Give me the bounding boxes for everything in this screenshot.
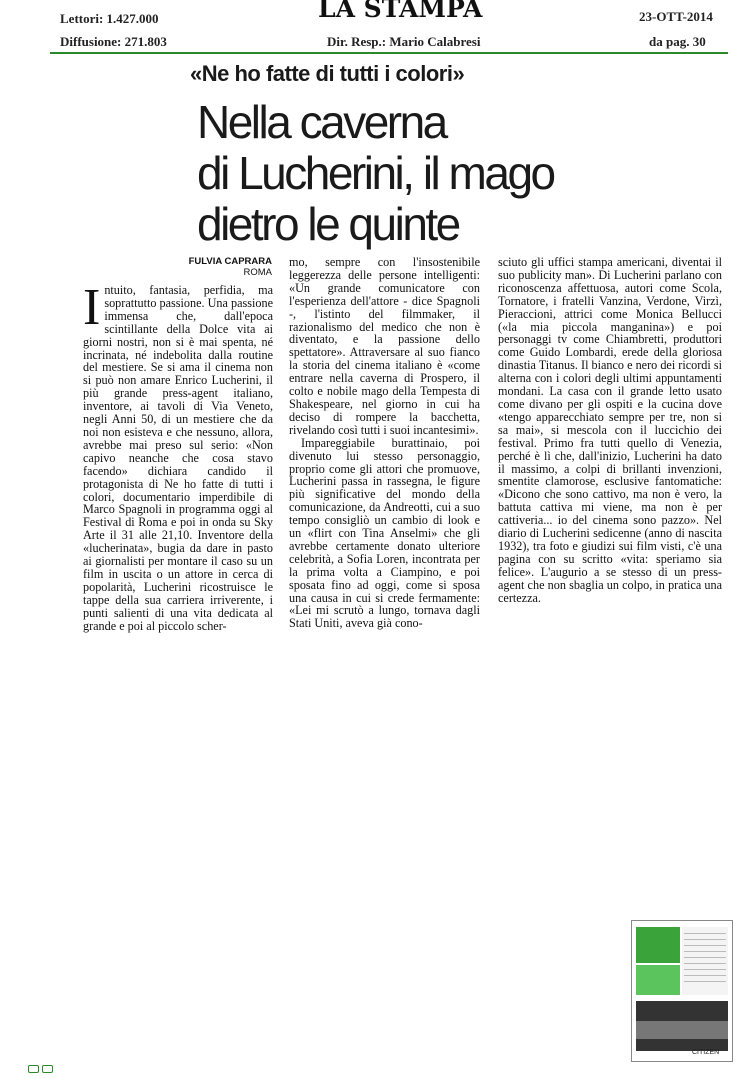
thumbnail-photo [636,965,680,995]
headline-line: Nella caverna [197,96,446,148]
article-column-2 [289,256,480,630]
thumbnail-line [684,939,726,940]
header-rule [50,52,728,54]
page-thumbnail[interactable] [631,920,733,1062]
thumbnail-line [684,957,726,958]
thumbnail-brand: CITIZEN [692,1049,720,1056]
thumbnail-line [684,933,726,934]
page-reference: da pag. 30 [649,34,706,49]
paragraph: mo, sempre con l'insostenibile leggerezza delle persone intelligenti: «Un grande comunicatore con l'esperienza dell'attore - dice Spagnoli -, l'istinto del filmmaker, il razionalismo del medico che non è diventato, e la passione dello spettatore». Attraversare al suo fianco la storia del cinema italiano è «come entrare nella caverna di Prospero, il colto e nobile mago della Tempesta di Shakespeare, nel giorno in cui ha deciso di rompere la bacchetta, rivelando così tutti i suoi incantesimi». [289,255,480,437]
thumbnail-text-block [682,927,728,995]
director-line: Dir. Resp.: Mario Calabresi [327,34,481,49]
dateline-location: ROMA [243,267,272,278]
issue-date: 23-OTT-2014 [639,9,713,24]
thumbnail-advert-band [636,1021,728,1039]
thumbnail-line [684,975,726,976]
page-icon [28,1065,39,1073]
article-kicker: «Ne ho fatte di tutti i colori» [190,61,465,86]
paragraph: Impareggiabile burattinaio, poi divenuto lui stesso personaggio, proprio come gli attori che promuove, Lucherini passa in rassegna, le figure più significative del mondo della comunicazione, da Andreotti, cui a suo tempo consigliò un cambio di look e un «flirt con Tina Anselmi» che gli avrebbe certamente donato ulteriore celebrità, a Sofia Loren, incontrata per la prima volta a Ciampino, e poi sposata fino ad oggi, come si sposa una causa in cui si crede fermamente: «Lei mi scrutò a lungo, tornava dagli Stati Uniti, aveva già cono- [289,435,480,631]
thumbnail-photo [636,927,680,963]
author-name: FULVIA CAPRARA [188,256,272,267]
thumbnail-line [684,981,726,982]
bottom-icons [28,1060,56,1078]
headline-line: di Lucherini, il mago [197,147,554,199]
thumbnail-line [684,963,726,964]
paragraph: sciuto gli uffici stampa americani, diventai il suo publicity man». Di Lucherini parlano con riconoscenza affettuosa, autori come Scola, Tornatore, i fratelli Vanzina, Verdone, Virzì, Pieraccioni, attrici come Monica Bellucci («la mia piccola manganina») e poi personaggi tv come Chiambretti, produttori come Guido Lombardi, erede della gloriosa dinastia Titanus. Il bianco e nero dei ricordi si alterna con i colori degli ultimi appuntamenti mondani. La casa con il grande letto usato come divano per gli ospiti e la cucina dove «tengo apparecchiato sempre per tre, non si sa mai», si mescola con il luccichio dei festival. Primo fra tutti quello di Venezia, perché è lì che, dall'inizio, Lucherini ha dato il massimo, a colpi di brillanti invenzioni, smentite clamorose, esclusive fantomatiche: «Dicono che sono cattivo, ma non è vero, la battuta cattiva mi viene, ma non è per cattiveria... io del cinema sono pazzo». Nel diario di Lucherini sedicenne (anno di nascita 1932), tra foto e giudizi sui film visti, c'è una pagina con su scritto «vita: speriamo sia felice». L'augurio a se stesso di un press-agent che non sbaglia un colpo, in pratica una certezza. [498,255,722,605]
thumbnail-line [684,951,726,952]
headline-line: dietro le quinte [197,198,459,250]
masthead: LA STAMPA [318,0,483,23]
drop-cap: I [83,279,101,336]
paragraph: ntuito, fantasia, perfidia, ma soprattutto passione. Una passione immensa che, dall'epoca scintillante della Dolce vita ai giorni nostri, non si è mai spenta, né incrinata, né indebolita dalla routine del mestiere. Se si ama il cinema non si può non amare Enrico Lucherini, il più grande press-agent italiano, inventore, ai tavoli di Via Veneto, negli Anni 50, di un mestiere che da noi non esisteva e che nessuno, allora, avrebbe mai preso sul serio: «Non capivo neanche che cosa stavo facendo» dichiara candido il protagonista di Ne ho fatte di tutti i colori, documentario imperdibile di Marco Spagnoli in programma oggi al Festival di Roma e poi in onda su Sky Arte il 31 alle 21,10. Inventore della «lucherinata», bugia da dare in pasto ai giornalisti per montare il caso su un film in uscita o un attore in cerca di popolarità, Lucherini ricostruisce le tappe della sua carriera irriverente, i punti salienti di una vita dedicata al grande e poi al piccolo scher- [83,283,273,633]
thumbnail-line [684,945,726,946]
diffusione-count: Diffusione: 271.803 [60,34,167,49]
byline [180,256,272,278]
thumbnail-line [684,969,726,970]
lettori-count: Lettori: 1.427.000 [60,11,159,26]
page-icon [42,1065,53,1073]
article-column-3 [498,256,722,604]
article-column-1 [83,279,273,633]
article-headline [197,97,557,250]
